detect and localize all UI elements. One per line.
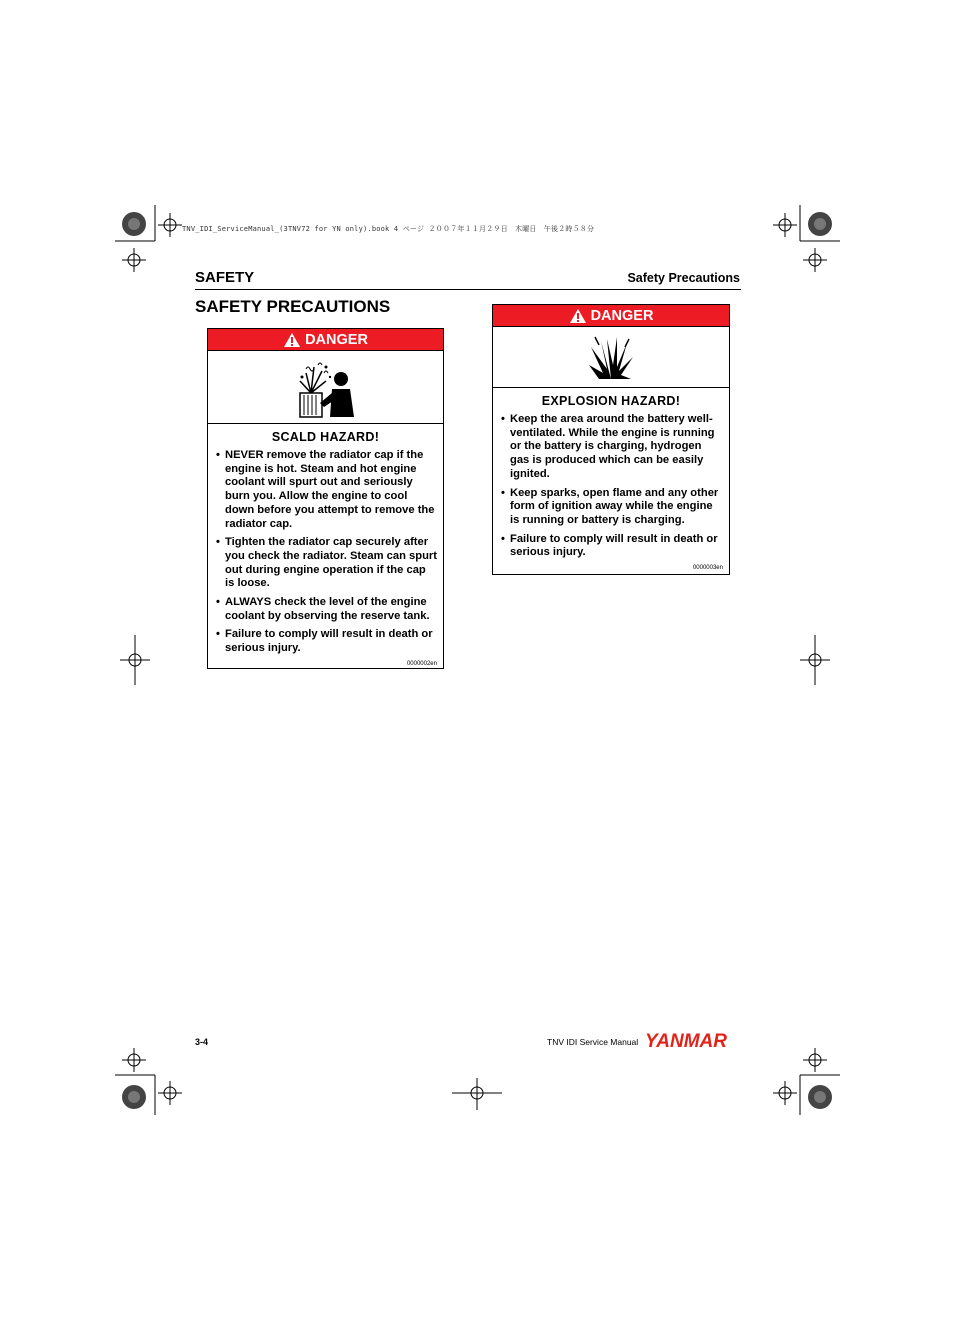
page-title: SAFETY PRECAUTIONS	[195, 297, 391, 316]
pictogram-area	[208, 351, 443, 424]
warning-triangle-icon	[569, 308, 587, 324]
crop-mark-top-right	[760, 205, 840, 290]
hazard-title: EXPLOSION HAZARD!	[541, 394, 681, 408]
list-item: • Tighten the radiator cap securely after you check the radiator. Steam can spurt out during engine operation if the cap is loose.	[216, 536, 437, 591]
hazard-title: SCALD HAZARD!	[271, 430, 380, 444]
crop-mark-top-left	[115, 205, 195, 290]
warning-triangle-icon	[283, 332, 301, 348]
list-item: • Keep sparks, open flame and any other form of ignition away while the engine is running or battery is charging.	[501, 487, 723, 528]
explosion-hazard-icon	[587, 335, 635, 381]
running-title: Safety Precautions	[627, 271, 740, 285]
scald-hazard-icon	[296, 359, 358, 419]
list-item: • Failure to comply will result in death or serious injury.	[501, 533, 723, 560]
danger-header	[208, 329, 443, 351]
list-item: • Keep the area around the battery well-ventilated. While the engine is running or the battery is charging, hydrogen gas is produced which can be easily ignited.	[501, 413, 723, 482]
header-rule	[195, 289, 741, 290]
pictogram-area	[493, 327, 729, 388]
danger-panel-explosion	[492, 304, 730, 575]
list-item: • Failure to comply will result in death or serious injury.	[216, 628, 437, 655]
hazard-list	[493, 413, 729, 560]
list-item: • NEVER remove the radiator cap if the engine is hot. Steam and hot engine coolant will spurt out and seriously burn you. Allow the engine to cool down before you attempt to remove the radiator cap.	[216, 449, 437, 531]
print-metadata: TNV_IDI_ServiceManual_(3TNV72 for YN only).book 4 ページ ２００７年１１月２９日 木曜日 午後２時５８分	[182, 225, 595, 233]
document-code: 0000002en	[406, 660, 437, 667]
crop-mark-bottom-left	[115, 1035, 195, 1120]
signal-word: DANGER	[590, 307, 654, 324]
crop-mark-middle-left	[115, 635, 155, 690]
page-number: 3-4	[195, 1037, 209, 1047]
danger-header	[493, 305, 729, 327]
crop-mark-middle-right	[795, 635, 835, 690]
brand-name: YANMAR	[645, 1031, 727, 1051]
crop-mark-bottom-center	[452, 1075, 502, 1120]
document-code: 0000003en	[692, 565, 723, 572]
danger-panel-scald	[207, 328, 444, 669]
crop-mark-bottom-right	[760, 1035, 840, 1120]
list-item: • ALWAYS check the level of the engine coolant by observing the reserve tank.	[216, 596, 437, 623]
hazard-list	[208, 449, 443, 656]
signal-word: DANGER	[305, 331, 368, 348]
yanmar-logo	[645, 1031, 745, 1056]
manual-name: TNV IDI Service Manual	[547, 1037, 639, 1047]
section-header: SAFETY	[195, 269, 255, 286]
